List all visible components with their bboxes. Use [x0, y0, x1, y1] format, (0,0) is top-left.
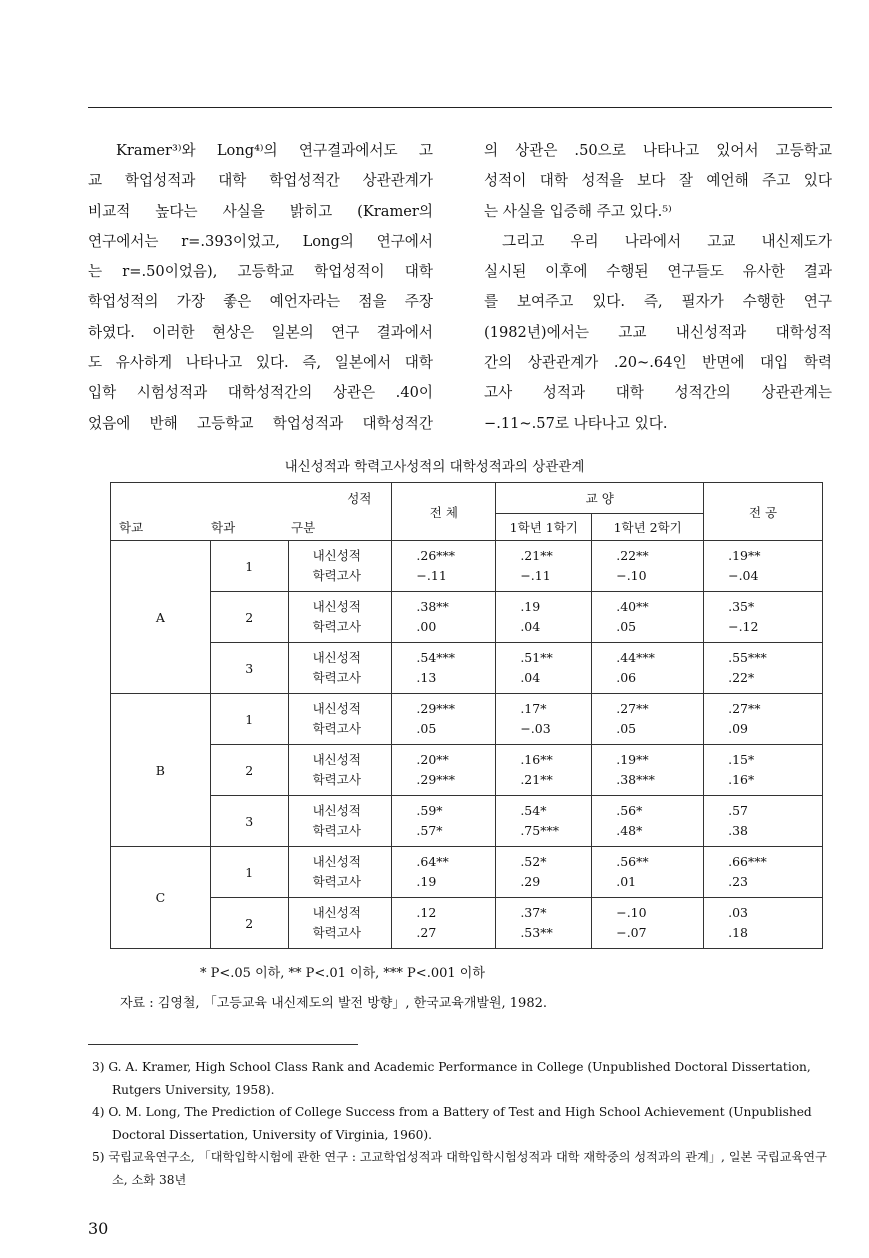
naesin-value: .59*: [416, 803, 443, 818]
footnote-3: 3) G. A. Kramer, High School Class Rank and Academic Performance in College (Unpublished Doctoral Dissertation, Rutgers University, 1958).: [92, 1060, 811, 1097]
value-cell: [392, 745, 496, 796]
text-line: 성적이 대학 성적을 보다 잘 예언해 주고 있다: [484, 172, 832, 190]
naesin-value: .44***: [616, 650, 655, 665]
hakryeok-value: .75***: [520, 823, 559, 838]
naesin-value: .27**: [728, 701, 761, 716]
table-row: [111, 643, 823, 694]
value-cell: [704, 592, 823, 643]
naesin-value: .56**: [616, 854, 649, 869]
naesin-value: .03: [728, 905, 748, 920]
value-cell: [704, 694, 823, 745]
value-cell: [392, 796, 496, 847]
dept-cell: 1: [210, 847, 288, 898]
significance-notes: * P<.05 이하, ** P<.01 이하, *** P<.001 이하: [200, 966, 485, 981]
text-line: 그리고 우리 나라에서 고교 내신제도가: [502, 232, 832, 250]
naesin-value: .21**: [520, 548, 553, 563]
value-cell: [496, 694, 592, 745]
value-cell: [704, 541, 823, 592]
dept-cell: 3: [210, 796, 288, 847]
hakryeok-value: .04: [520, 619, 541, 634]
hakryeok-value: .29: [520, 874, 541, 889]
hakryeok-value: .06: [616, 670, 637, 685]
table-caption: 내신성적과 학력고사성적의 대학성적과의 상관관계: [284, 459, 585, 475]
hakryeok-value: .27: [416, 925, 437, 940]
value-cell: [592, 796, 704, 847]
value-cell: [392, 898, 496, 949]
value-cell: [704, 643, 823, 694]
label-hakryeok: 학력고사: [312, 925, 361, 940]
value-cell: [592, 745, 704, 796]
hakryeok-value: −.07: [616, 925, 647, 940]
naesin-value: .22**: [616, 548, 649, 563]
hakryeok-value: .23: [728, 874, 748, 889]
text-line: Kramer³⁾와 Long⁴⁾의 연구결과에서도 고: [116, 142, 433, 159]
hakryeok-value: −.12: [728, 619, 759, 634]
naesin-value: .40**: [616, 599, 649, 614]
text-line: 는 사실을 입증해 주고 있다.⁵⁾: [484, 202, 672, 220]
gubun-cell: [288, 898, 392, 949]
gubun-cell: [288, 745, 392, 796]
header-sem1: 1학년 1학기: [496, 514, 592, 541]
right-column: [484, 136, 832, 439]
hakryeok-value: .57*: [416, 823, 443, 838]
table-row: [111, 592, 823, 643]
naesin-value: .64**: [416, 854, 449, 869]
value-cell: [496, 796, 592, 847]
table-row: [111, 898, 823, 949]
naesin-value: .54*: [520, 803, 547, 818]
text-line: 었음에 반해 고등학교 학업성적과 대학성적간: [88, 414, 433, 432]
header-major: 전 공: [704, 483, 823, 541]
text-line: 연구에서는 r=.393이었고, Long의 연구에서: [88, 232, 433, 250]
school-cell: B: [111, 694, 211, 847]
page-number: 30: [88, 1219, 109, 1238]
hakryeok-value: −.03: [520, 721, 551, 736]
hakryeok-value: .29***: [416, 772, 456, 787]
gubun-cell: [288, 796, 392, 847]
footnote-4: 4) O. M. Long, The Prediction of College Success from a Battery of Test and High School Achievement (Unpublished Doctoral Dissertation, University of Virginia, 1960).: [92, 1105, 812, 1142]
value-cell: [704, 898, 823, 949]
value-cell: [592, 898, 704, 949]
hakryeok-value: .18: [728, 925, 748, 940]
value-cell: [704, 796, 823, 847]
hakryeok-value: .38: [728, 823, 748, 838]
hakryeok-value: .53**: [520, 925, 553, 940]
naesin-value: .19**: [616, 752, 649, 767]
naesin-value: .16**: [520, 752, 553, 767]
table-row: [111, 541, 823, 592]
text-line: 실시된 이후에 수행된 연구들도 유사한 결과: [484, 263, 832, 281]
text-line: (1982년)에서는 고교 내신성적과 대학성적: [484, 323, 832, 341]
hakryeok-value: .05: [616, 619, 637, 634]
naesin-value: .66***: [728, 854, 767, 869]
naesin-value: .54***: [416, 650, 456, 665]
naesin-value: .38**: [416, 599, 449, 614]
hakryeok-value: .16*: [728, 772, 755, 787]
value-cell: [392, 694, 496, 745]
hakryeok-value: −.11: [520, 568, 551, 583]
hakryeok-value: −.04: [728, 568, 759, 583]
value-cell: [592, 643, 704, 694]
naesin-value: .29***: [416, 701, 456, 716]
gubun-cell: [288, 694, 392, 745]
value-cell: [704, 847, 823, 898]
header-gyoyang: 교 양: [496, 483, 704, 514]
label-hakryeok: 학력고사: [312, 823, 361, 838]
value-cell: [496, 541, 592, 592]
naesin-value: .20**: [416, 752, 449, 767]
header-sem2: 1학년 2학기: [592, 514, 704, 541]
table-row: [111, 694, 823, 745]
label-naesin: 내신성적: [312, 650, 361, 665]
text-line: −.11~.57로 나타나고 있다.: [484, 414, 668, 432]
text-line: 입학 시험성적과 대학성적간의 상관은 .40이: [88, 384, 433, 402]
naesin-value: .55***: [728, 650, 767, 665]
header-diagonal-cell: [111, 483, 392, 541]
hakryeok-value: .13: [416, 670, 437, 685]
table-row: [111, 745, 823, 796]
gubun-cell: [288, 541, 392, 592]
naesin-value: .57: [728, 803, 748, 818]
hakryeok-value: .48*: [616, 823, 643, 838]
text-line: 비교적 높다는 사실을 밝히고 (Kramer의: [88, 202, 433, 220]
naesin-value: .19: [520, 599, 541, 614]
value-cell: [592, 694, 704, 745]
value-cell: [392, 643, 496, 694]
value-cell: [496, 643, 592, 694]
naesin-value: .56*: [616, 803, 643, 818]
hakryeok-value: −.10: [616, 568, 647, 583]
hakryeok-value: .09: [728, 721, 748, 736]
naesin-value: .15*: [728, 752, 755, 767]
text-line: 학업성적의 가장 좋은 예언자라는 점을 주장: [88, 293, 433, 311]
school-cell: A: [111, 541, 211, 694]
dept-cell: 2: [210, 592, 288, 643]
naesin-value: .19**: [728, 548, 761, 563]
label-hakryeok: 학력고사: [312, 721, 361, 736]
hakryeok-value: .19: [416, 874, 437, 889]
label-hakryeok: 학력고사: [312, 670, 361, 685]
naesin-value: .35*: [728, 599, 755, 614]
header-school: 학교: [119, 520, 144, 535]
naesin-value: .26***: [416, 548, 456, 563]
label-naesin: 내신성적: [312, 854, 361, 869]
dept-cell: 2: [210, 898, 288, 949]
table-row: [111, 847, 823, 898]
school-cell: C: [111, 847, 211, 949]
hakryeok-value: .05: [616, 721, 637, 736]
footnote-5: 5) 국립교육연구소, 「대학입학시험에 관한 연구 : 고교학업성적과 대학입학시험성적과 대학 재학중의 성적과의 관계」, 일본 국립교육연구소, 소화 38년: [92, 1150, 827, 1187]
header-seongjeok: 성적: [347, 491, 372, 506]
value-cell: [592, 592, 704, 643]
value-cell: [592, 847, 704, 898]
hakryeok-value: .22*: [728, 670, 755, 685]
text-line: 고사 성적과 대학 성적간의 상관관계는: [484, 384, 832, 402]
text-line: 간의 상관관계가 .20~.64인 반면에 대입 학력: [484, 354, 832, 372]
text-line: 도 유사하게 나타나고 있다. 즉, 일본에서 대학: [88, 354, 433, 372]
table-body: [111, 541, 823, 949]
naesin-value: .12: [416, 905, 437, 920]
dept-cell: 2: [210, 745, 288, 796]
footnote-rule: [88, 1044, 358, 1045]
dept-cell: 3: [210, 643, 288, 694]
value-cell: [592, 541, 704, 592]
header-gubun: 구분: [291, 520, 316, 535]
value-cell: [496, 592, 592, 643]
value-cell: [392, 847, 496, 898]
label-hakryeok: 학력고사: [312, 874, 361, 889]
text-line: 교 학업성적과 대학 학업성적간 상관관계가: [88, 172, 433, 190]
naesin-value: .52*: [520, 854, 547, 869]
hakryeok-value: .00: [416, 619, 437, 634]
label-naesin: 내신성적: [312, 599, 361, 614]
label-naesin: 내신성적: [312, 752, 361, 767]
gubun-cell: [288, 643, 392, 694]
text-line: 하였다. 이러한 현상은 일본의 연구 결과에서: [88, 323, 433, 341]
gubun-cell: [288, 847, 392, 898]
value-cell: [496, 847, 592, 898]
dept-cell: 1: [210, 541, 288, 592]
dept-cell: 1: [210, 694, 288, 745]
hakryeok-value: .38***: [616, 772, 655, 787]
value-cell: [392, 541, 496, 592]
hakryeok-value: .04: [520, 670, 541, 685]
hakryeok-value: .01: [616, 874, 637, 889]
text-line: 는 r=.50이었음), 고등학교 학업성적이 대학: [88, 263, 433, 281]
header-dept: 학과: [211, 520, 236, 535]
text-line: 를 보여주고 있다. 즉, 필자가 수행한 연구: [484, 293, 832, 311]
naesin-value: .27**: [616, 701, 649, 716]
hakryeok-value: .21**: [520, 772, 553, 787]
label-hakryeok: 학력고사: [312, 619, 361, 634]
label-naesin: 내신성적: [312, 803, 361, 818]
value-cell: [704, 745, 823, 796]
top-rule: [88, 107, 832, 108]
label-hakryeok: 학력고사: [312, 568, 361, 583]
header-total: 전 체: [392, 483, 496, 541]
text-line: 의 상관은 .50으로 나타나고 있어서 고등학교: [484, 142, 832, 159]
naesin-value: .37*: [520, 905, 547, 920]
value-cell: [392, 592, 496, 643]
value-cell: [496, 898, 592, 949]
label-naesin: 내신성적: [312, 548, 361, 563]
label-naesin: 내신성적: [312, 905, 361, 920]
label-naesin: 내신성적: [312, 701, 361, 716]
table-source: 자료 : 김영철, 「고등교육 내신제도의 발전 방향」, 한국교육개발원, 1982.: [120, 996, 548, 1011]
hakryeok-value: .05: [416, 721, 437, 736]
hakryeok-value: −.11: [416, 568, 447, 583]
label-hakryeok: 학력고사: [312, 772, 361, 787]
naesin-value: −.10: [616, 905, 647, 920]
table-row: [111, 796, 823, 847]
left-column: [88, 136, 433, 439]
value-cell: [496, 745, 592, 796]
correlation-table: [110, 482, 823, 949]
naesin-value: .51**: [520, 650, 553, 665]
footnotes: [92, 1056, 832, 1191]
naesin-value: .17*: [520, 701, 547, 716]
gubun-cell: [288, 592, 392, 643]
